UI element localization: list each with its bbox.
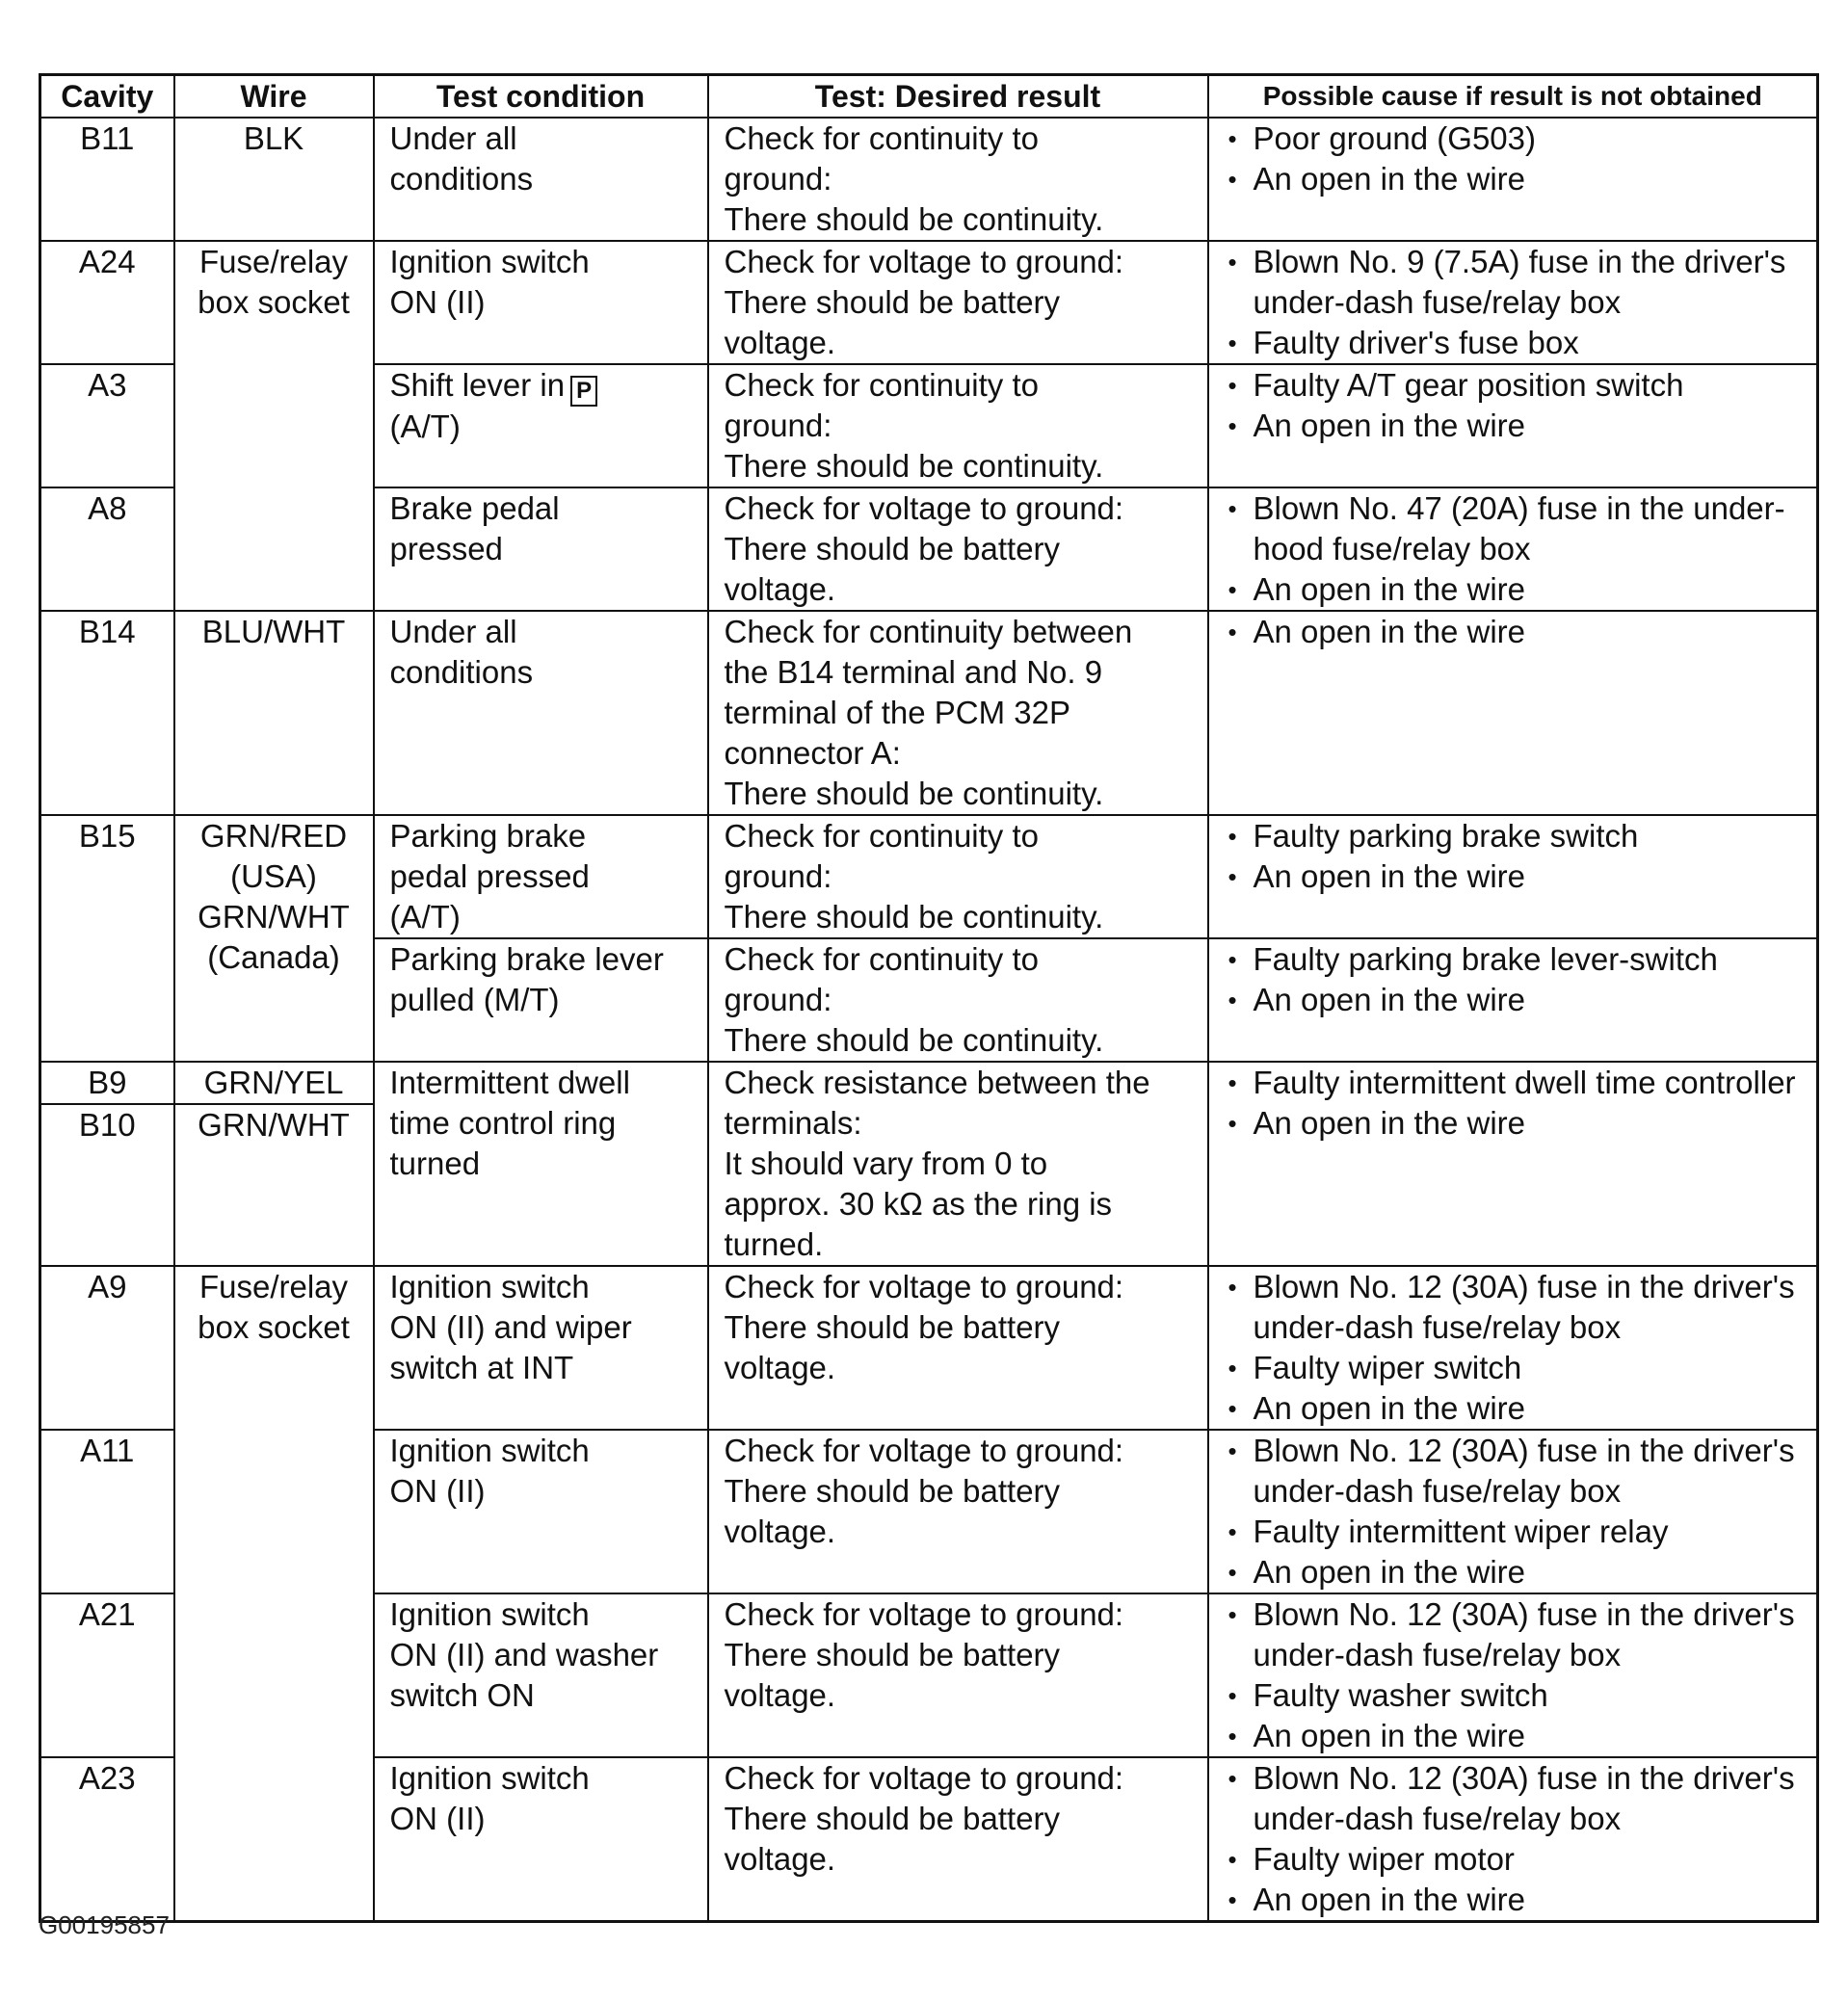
test-condition-cell: [374, 815, 708, 938]
result-line: voltage.: [724, 1841, 836, 1877]
table-row: [40, 815, 1818, 938]
result-line: There should be continuity.: [724, 1022, 1104, 1058]
result-line: approx. 30 kΩ as the ring is: [724, 1186, 1113, 1222]
cause-item: • An open in the wire: [1225, 980, 1804, 1020]
possible-cause-cell: [1208, 938, 1818, 1062]
cause-item: • Faulty A/T gear position switch: [1225, 365, 1804, 406]
wire-cell: [174, 1104, 374, 1266]
result-line: There should be battery: [724, 284, 1061, 320]
cavity-cell: B10: [40, 1104, 174, 1266]
desired-result-cell: [708, 1266, 1208, 1430]
wire-line: GRN/YEL: [203, 1065, 344, 1100]
result-line: Check for voltage to ground:: [724, 1269, 1124, 1304]
result-line: There should be continuity.: [724, 776, 1104, 811]
condition-line: [390, 365, 694, 407]
condition-line: ON (II) and washer: [389, 1637, 659, 1672]
condition-line: Brake pedal: [389, 490, 560, 526]
desired-result-cell: [708, 1757, 1208, 1922]
cavity-cell: B15: [40, 815, 174, 1062]
possible-cause-cell: [1208, 611, 1818, 815]
cause-list: [1225, 365, 1804, 446]
cause-item: • Blown No. 12 (30A) fuse in the driver's under-dash fuse/relay box: [1225, 1594, 1804, 1675]
wire-line: box socket: [198, 1309, 350, 1345]
cause-item: • Blown No. 12 (30A) fuse in the driver's under-dash fuse/relay box: [1225, 1267, 1804, 1348]
test-condition-cell: [374, 364, 708, 487]
result-line: ground:: [724, 982, 832, 1017]
condition-line: pulled (M/T): [389, 982, 560, 1017]
cause-list: [1225, 1431, 1804, 1593]
condition-line: Ignition switch: [389, 1760, 590, 1796]
wire-line: (USA): [230, 858, 317, 894]
test-condition-cell: [374, 1593, 708, 1757]
condition-line: ON (II) and wiper: [389, 1309, 632, 1345]
park-position-symbol: P: [570, 376, 597, 407]
cause-item: • An open in the wire: [1225, 1388, 1804, 1429]
wire-cell: [174, 1266, 374, 1922]
header-row: [40, 75, 1818, 118]
table-row: [40, 118, 1818, 241]
condition-line: Ignition switch: [389, 1596, 590, 1632]
cause-item: • An open in the wire: [1225, 1103, 1804, 1144]
test-condition-cell: [374, 1266, 708, 1430]
result-line: voltage.: [724, 325, 836, 360]
header-desired-result: Test: Desired result: [708, 75, 1208, 118]
cavity-cell: B9: [40, 1062, 174, 1104]
cause-item: • An open in the wire: [1225, 856, 1804, 897]
result-line: Check for voltage to ground:: [724, 244, 1124, 279]
test-condition-cell: [374, 1757, 708, 1922]
result-line: There should be battery: [724, 1801, 1061, 1836]
header-cavity: Cavity: [40, 75, 174, 118]
result-line: There should be battery: [724, 1309, 1061, 1345]
result-line: ground:: [724, 408, 832, 443]
cause-list: [1225, 1594, 1804, 1756]
connector-test-table-container: [39, 73, 1816, 1923]
result-line: It should vary from 0 to: [724, 1145, 1048, 1181]
result-line: There should be battery: [724, 1637, 1061, 1672]
condition-line: switch at INT: [389, 1350, 574, 1385]
wire-line: (Canada): [207, 939, 340, 975]
result-line: Check for continuity to: [724, 367, 1039, 403]
result-line: There should be continuity.: [724, 201, 1104, 237]
possible-cause-cell: [1208, 1062, 1818, 1266]
result-line: There should be continuity.: [724, 899, 1104, 935]
desired-result-cell: [708, 815, 1208, 938]
cavity-cell: A24: [40, 241, 174, 364]
cause-item: • Faulty driver's fuse box: [1225, 323, 1804, 363]
result-line: There should be continuity.: [724, 448, 1104, 484]
possible-cause-cell: [1208, 364, 1818, 487]
cause-item: • Blown No. 47 (20A) fuse in the under-hood fuse/relay box: [1225, 488, 1804, 569]
cavity-cell: A8: [40, 487, 174, 611]
condition-text: Shift lever in: [389, 367, 566, 403]
test-condition-cell: [374, 1062, 708, 1266]
result-line: Check for voltage to ground:: [724, 1760, 1124, 1796]
cause-list: [1225, 1267, 1804, 1429]
result-line: ground:: [724, 858, 832, 894]
condition-line: conditions: [389, 161, 534, 197]
cause-item: • An open in the wire: [1225, 612, 1804, 652]
desired-result-cell: [708, 1430, 1208, 1593]
test-condition-cell: [374, 487, 708, 611]
cavity-cell: B14: [40, 611, 174, 815]
result-line: Check for continuity to: [724, 120, 1039, 156]
possible-cause-cell: [1208, 1430, 1818, 1593]
desired-result-cell: [708, 364, 1208, 487]
result-line: Check for continuity between: [724, 614, 1133, 649]
wire-cell: [174, 118, 374, 241]
wire-line: GRN/RED: [199, 818, 348, 854]
wire-line: Fuse/relay: [198, 244, 349, 279]
wire-cell: [174, 1062, 374, 1104]
possible-cause-cell: [1208, 1593, 1818, 1757]
cause-item: • Faulty parking brake lever-switch: [1225, 939, 1804, 980]
desired-result-cell: [708, 118, 1208, 241]
condition-line: Parking brake: [389, 818, 587, 854]
wire-cell: [174, 815, 374, 1062]
desired-result-cell: [708, 241, 1208, 364]
cause-item: • Poor ground (G503): [1225, 118, 1804, 159]
wire-line: BLK: [243, 120, 304, 156]
result-line: connector A:: [724, 735, 901, 771]
result-line: There should be battery: [724, 1473, 1061, 1509]
condition-line: pedal pressed: [389, 858, 590, 894]
desired-result-cell: [708, 1062, 1208, 1266]
figure-id-label: G00195857: [39, 1910, 170, 1939]
condition-line: switch ON: [389, 1677, 535, 1713]
cause-list: [1225, 488, 1804, 610]
possible-cause-cell: [1208, 815, 1818, 938]
desired-result-cell: [708, 1593, 1208, 1757]
cause-item: • An open in the wire: [1225, 1880, 1804, 1920]
test-condition-cell: [374, 118, 708, 241]
cause-item: • Faulty washer switch: [1225, 1675, 1804, 1716]
cause-list: [1225, 816, 1804, 897]
cause-item: • An open in the wire: [1225, 1716, 1804, 1756]
cause-list: [1225, 1758, 1804, 1920]
cavity-cell: A11: [40, 1430, 174, 1593]
condition-line: (A/T): [389, 899, 461, 935]
possible-cause-cell: [1208, 241, 1818, 364]
wire-line: box socket: [198, 284, 350, 320]
wire-line: BLU/WHT: [201, 614, 346, 649]
table-row: [40, 611, 1818, 815]
header-test-condition: Test condition: [374, 75, 708, 118]
cause-item: • Faulty intermittent wiper relay: [1225, 1512, 1804, 1552]
condition-line: ON (II): [389, 284, 486, 320]
cause-item: • Faulty intermittent dwell time controller: [1225, 1063, 1804, 1103]
cause-list: [1225, 1063, 1804, 1144]
condition-line: pressed: [389, 531, 503, 566]
cause-item: • Faulty wiper motor: [1225, 1839, 1804, 1880]
possible-cause-cell: [1208, 1266, 1818, 1430]
result-line: voltage.: [724, 1677, 836, 1713]
condition-line: Under all: [389, 614, 517, 649]
result-line: Check for continuity to: [724, 941, 1039, 977]
test-condition-cell: [374, 938, 708, 1062]
result-line: ground:: [724, 161, 832, 197]
desired-result-cell: [708, 487, 1208, 611]
cavity-cell: B11: [40, 118, 174, 241]
cause-list: [1225, 612, 1804, 652]
connector-test-table: [39, 73, 1819, 1923]
cavity-cell: A9: [40, 1266, 174, 1430]
result-line: voltage.: [724, 571, 836, 607]
cause-item: • Blown No. 12 (30A) fuse in the driver's under-dash fuse/relay box: [1225, 1758, 1804, 1839]
cause-item: • An open in the wire: [1225, 159, 1804, 199]
table-row: [40, 1062, 1818, 1104]
wire-cell: [174, 241, 374, 611]
wire-line: Fuse/relay: [198, 1269, 349, 1304]
cause-item: • Blown No. 9 (7.5A) fuse in the driver's under-dash fuse/relay box: [1225, 242, 1804, 323]
result-line: There should be battery: [724, 531, 1061, 566]
wire-cell: [174, 611, 374, 815]
test-condition-cell: [374, 611, 708, 815]
cause-item: • Faulty wiper switch: [1225, 1348, 1804, 1388]
table-row: [40, 241, 1818, 364]
condition-line: (A/T): [389, 408, 461, 444]
result-line: voltage.: [724, 1514, 836, 1549]
condition-line: ON (II): [389, 1473, 486, 1509]
possible-cause-cell: [1208, 487, 1818, 611]
cavity-cell: A3: [40, 364, 174, 487]
result-line: Check for voltage to ground:: [724, 490, 1124, 526]
result-line: Check for continuity to: [724, 818, 1039, 854]
cause-list: [1225, 939, 1804, 1020]
wire-line: GRN/WHT: [198, 1107, 350, 1143]
wire-line: GRN/WHT: [198, 899, 350, 935]
cause-item: • Blown No. 12 (30A) fuse in the driver's under-dash fuse/relay box: [1225, 1431, 1804, 1512]
cause-item: • An open in the wire: [1225, 569, 1804, 610]
possible-cause-cell: [1208, 1757, 1818, 1922]
cause-item: • An open in the wire: [1225, 406, 1804, 446]
condition-line: Under all: [389, 120, 517, 156]
condition-line: Intermittent dwell: [389, 1065, 630, 1100]
condition-line: Ignition switch: [389, 1433, 590, 1468]
test-condition-cell: [374, 1430, 708, 1593]
result-line: Check for voltage to ground:: [724, 1596, 1124, 1632]
cavity-cell: A21: [40, 1593, 174, 1757]
result-line: terminals:: [724, 1105, 862, 1141]
result-line: voltage.: [724, 1350, 836, 1385]
result-line: terminal of the PCM 32P: [724, 695, 1070, 730]
result-line: turned.: [724, 1226, 824, 1262]
condition-line: Ignition switch: [389, 1269, 590, 1304]
test-condition-cell: [374, 241, 708, 364]
condition-line: time control ring: [389, 1105, 617, 1141]
table-row: [40, 1266, 1818, 1430]
cause-list: [1225, 242, 1804, 363]
condition-line: turned: [389, 1145, 481, 1181]
cavity-cell: A23: [40, 1757, 174, 1922]
desired-result-cell: [708, 938, 1208, 1062]
result-line: the B14 terminal and No. 9: [724, 654, 1103, 690]
desired-result-cell: [708, 611, 1208, 815]
header-possible-cause: Possible cause if result is not obtained: [1208, 75, 1818, 118]
condition-line: Ignition switch: [389, 244, 590, 279]
result-line: Check for voltage to ground:: [724, 1433, 1124, 1468]
header-wire: Wire: [174, 75, 374, 118]
condition-line: conditions: [389, 654, 534, 690]
possible-cause-cell: [1208, 118, 1818, 241]
condition-line: ON (II): [389, 1801, 486, 1836]
result-line: Check resistance between the: [724, 1065, 1150, 1100]
cause-list: [1225, 118, 1804, 199]
cause-item: • Faulty parking brake switch: [1225, 816, 1804, 856]
condition-line: Parking brake lever: [389, 941, 664, 977]
cause-item: • An open in the wire: [1225, 1552, 1804, 1593]
